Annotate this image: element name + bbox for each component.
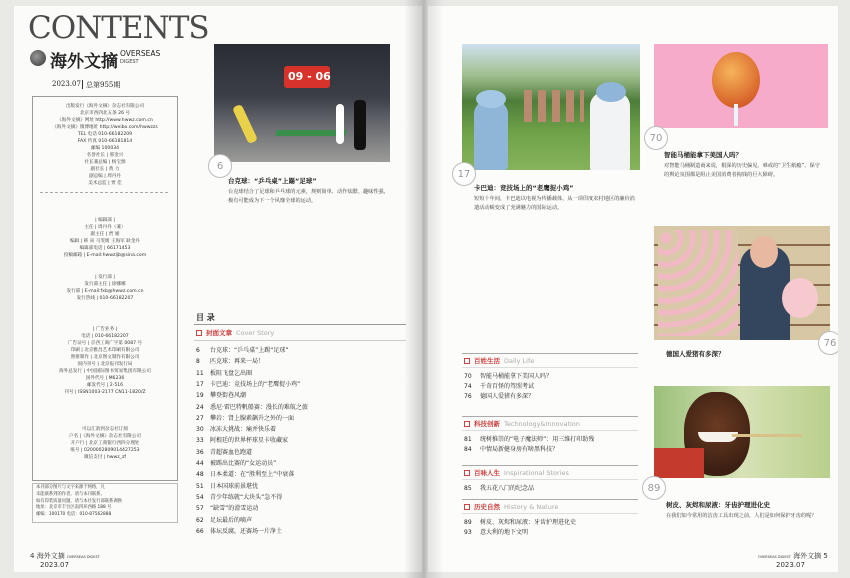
editorial-block [36,217,174,259]
toc-page-number: 74 [464,383,472,390]
page-badge-17: 17 [452,162,476,186]
toc-page-number: 85 [464,485,472,492]
editorial-line: 编辑 | 韩 寅 马雯婧 王海军 耿金丹 [69,239,141,244]
ads-line: | 广告业务 | [92,327,118,332]
footer-right-date: 2023.07 [776,561,805,569]
peach [712,52,760,108]
toc-page-number: 84 [464,446,472,453]
toc-title: 德国人爱猪有多深？ [480,393,535,400]
section-cover-story-cn: 封面文章 [206,329,232,337]
footnote-block [36,485,174,519]
toc-page-number: 44 [196,460,204,467]
section-rule [462,416,638,417]
editorial-line: | 编辑部 | [95,218,115,223]
ads-line: 国外代号 | M6236 [85,376,125,381]
toc-row[interactable] [196,503,258,512]
section-header [464,356,534,365]
credits-line: 《海外文摘》网址 http://www.hwwz.com.cn [57,118,153,123]
toc-row[interactable] [196,492,282,501]
toc-page-number: 81 [464,436,472,443]
toc-page-number: 51 [196,482,204,490]
turban-man-left [474,100,508,170]
subscription-line: 开户行 | 北京工商银行西四分理处 [70,441,140,446]
footer-right-mag: 海外文摘 [793,552,822,560]
footer-left-mag-en: OVERSEAS DIGEST [66,555,100,559]
section-rule [462,367,638,368]
toc-page-number: 62 [196,516,204,524]
section-en: Inspirational Stories [504,468,569,477]
toc-title: 悉尼·雷巴特帆船赛：漫长的难航之旅 [210,403,308,411]
toc-page-number: 19 [196,392,204,400]
footer-left [30,551,100,561]
toc-title: 统树推崇的“电子魔法师”：用三维打印助残 [480,436,595,443]
toc-rule-2 [194,340,406,341]
footnote-line: 未能联系到的作者，请与本刊联系。 [36,491,105,497]
toc-row[interactable] [464,391,534,400]
toc-row[interactable] [464,371,552,380]
toc-title: 板阻飞盘乞出圈 [210,369,253,377]
section-rule [462,465,638,466]
section-marker-icon [196,330,202,336]
credits-line: 社长兼总编 | 杨宝源 [84,160,126,165]
toc-title: “缺雪”的滑雪运动 [210,505,259,513]
old-man-face [750,236,778,268]
editorial-line: 副主任 | 贾 媛 [90,232,120,237]
toc-title: 攀登街巷风潮 [210,392,247,400]
toc-title: 体坛反腐，还赛场一片净土 [210,527,283,535]
toc-row[interactable] [196,469,294,478]
credits-line: TEL 电话 010-66182209 [77,132,133,137]
ads-line: 国内刊号 | 北京报刊发行局 [77,362,133,367]
credits-block [36,103,174,187]
section-cover-story [196,328,274,337]
toc-page-number: 57 [196,505,204,513]
credits-line: 《海外文摘》微博地址 http://weibo.com/hwwzzs [52,125,158,130]
ads-line: 邮发代号 | 2-516 [86,383,124,388]
toc-heading: 目 录 [196,313,215,322]
toc-page-number: 89 [464,519,472,526]
toc-row[interactable] [464,527,528,536]
credits-line: FAX 传真 010-66181814 [77,139,133,144]
section-marker-icon [464,421,470,427]
toc-title: 日本国球前景堪忧 [210,482,259,490]
toc-page-number: 36 [196,448,204,456]
toc-title: 中情局新健身房有啥黑科技？ [480,446,559,453]
player-3 [336,104,344,144]
toc-row[interactable] [196,458,276,467]
section-en: Technology&Innovation [504,419,580,428]
toc-page-number: 66 [196,527,204,535]
toc-title: 千奇百怪的驾照考试 [480,383,535,390]
footer-left-date: 2023.07 [40,561,69,569]
page-badge-76: 76 [818,331,838,355]
feature-17-title: 卡巴迪：竞技场上的“老鹰捉小鸡” [474,184,574,192]
distribution-block [36,274,174,302]
scoreboard-score: 09 - 06 [288,70,331,83]
toc-page-number: 6 [196,347,200,354]
footnote-line: 地址：北京市丰台区南四环西路 188 号 [36,505,112,511]
toc-row[interactable] [196,515,252,524]
distribution-line: | 发行部 | [95,275,115,280]
subscription-line: 户名 |《海外文摘》杂志社有限公司 [69,434,141,439]
toc-page-number: 11 [196,369,204,377]
feature-17-body: 短短十年间，卡巴迪以电视为传播载体，从一项印度农村地区的廉价消遣活动蜕变成了充满魅力的国际运动。 [474,196,635,211]
contents-title: CONTENTS [28,10,209,46]
editorial-line: 投稿邮箱 | E-mail:hwwzljb@sina.com [63,253,147,258]
photo-kabaddi [462,44,640,170]
toc-rule [194,324,406,325]
ads-line: 海外总发行 | 中国国际图书贸易集团有限公司 [59,369,151,374]
feature-76-title: 德国人爱猪有多深？ [666,350,725,358]
section-marker-icon [464,504,470,510]
toc-title: 阿根廷的世界杯球星卡收藏家 [210,437,289,445]
credits-line: 副总编 | 周丹丹 [88,174,122,179]
ads-line: 电话 | 010-66182207 [81,334,129,339]
shelf-toys [658,230,738,336]
section-rule [462,499,638,500]
toc-page-number: 24 [196,403,204,411]
toc-row[interactable] [196,345,288,354]
toc-row[interactable] [196,368,252,377]
toc-page-number: 33 [196,437,204,445]
toc-row[interactable] [196,447,252,456]
footnote-line: 本刊部分图片与文字来源于网络，凡 [36,485,105,490]
section-header [464,502,558,511]
toc-row[interactable] [196,379,300,388]
feature-6-body: 台克球结合了足球和乒乓球的元素，规则简单、动作炫酷、趣味性强，极有可能成为下一个风靡全球的运动。 [228,189,389,204]
credits-line: 出版发行《海外文摘》杂志社有限公司 [65,104,145,109]
divider-1 [40,192,168,193]
toc-page-number: 17 [196,380,204,388]
page-badge-6: 6 [208,154,232,178]
book-gutter-shadow [404,0,444,578]
credits-line: 北京市西四北五条 26 号 [79,111,131,116]
distribution-line: 发行部主任 | 徐娜娜 [84,282,126,287]
section-cn: 百味人生 [474,469,500,477]
subscription-block [36,426,174,461]
footer-right-page: 5 [823,552,828,560]
section-rule [462,479,638,480]
red-robe [654,448,704,478]
feature-89-body: 在我们如今常用的洁齿工具出现之前，人们是如何保护牙齿的呢？ [666,513,817,519]
toc-title: 被踢出比赛的“女运动员” [210,460,277,467]
toc-page-number: 93 [464,529,472,536]
credits-line: 副社长 | 黄 力 [90,167,120,172]
turban-left [476,90,506,108]
pink-pig-toy [782,278,818,318]
toc-page-number: 76 [464,393,472,400]
toc-title: 我五花八门的纪念品 [480,485,535,492]
subscription-line: 账号 | 0200002809014427253 [70,448,140,453]
feature-89-title: 树皮、灰烬和尿液：牙齿护理进化史 [666,501,770,509]
subscription-line: 可以汇款到杂志社订阅 [82,427,128,432]
player-1 [232,104,258,144]
section-cn: 历史自然 [474,503,500,511]
section-header [464,419,580,428]
toc-page-number: 70 [464,373,472,380]
toc-row[interactable] [464,517,576,526]
left-page [14,6,422,572]
toc-row[interactable] [196,413,294,422]
toc-row[interactable] [196,481,258,490]
toc-row[interactable] [464,434,594,443]
toc-row[interactable] [464,483,534,492]
ads-line: 刊号 | ISSN1003-2177 CN11-1820/Z [64,390,146,395]
section-marker-icon [464,358,470,364]
toc-title: 足坛最后的嘀声 [210,516,253,524]
section-cn: 百姓生活 [474,357,500,365]
photo-pig-collector [654,226,830,340]
footnote-line: 如有印装质量问题，请与本社发行部联系调换 [36,498,122,504]
toc-title: 树皮、灰烬和尿液：牙齿护理进化史 [480,519,577,526]
toc-page-number: 8 [196,358,200,366]
section-rule [462,430,638,431]
toc-page-number: 30 [196,426,204,434]
toc-row[interactable] [464,381,534,390]
distribution-line: 发行部 | E-mail:fxb@hwwz.com.cn [66,289,144,294]
subscription-line: 微信支付 | hwwz_zf [83,455,126,460]
toc-title: 智能马桶能拿下美国人吗？ [480,373,553,380]
ads-block [36,326,174,396]
toc-page-number: 48 [196,471,204,479]
photo-tooth-care [654,386,830,478]
chew-stick [732,434,802,437]
player-2 [354,100,366,150]
toc-title: 青超赛血色跑道 [210,448,253,456]
section-cn: 科技创新 [474,420,500,428]
photo-teqball [214,44,390,162]
toc-row[interactable] [196,402,308,411]
toc-title: 意大利的地下文明 [480,529,529,536]
section-marker-icon [464,470,470,476]
editorial-line: 编辑部电话 | 66171453 [79,246,131,251]
toc-title: 冰冻大挑战：痛并快乐着 [210,426,277,434]
logo-cn: 海外文摘 [50,52,118,72]
toc-title: 卡巴迪：竞技场上的“老鹰捉小鸡” [210,380,301,388]
page-badge-89: 89 [642,476,666,500]
credits-line: 邮编 100034 [90,146,120,151]
logo-en-1: OVERSEAS [120,49,161,58]
logo-en-2: DIGEST [120,59,139,65]
footer-right [758,551,828,561]
footnote-line: 邮编：100170 电话：010-87562888 [36,512,112,518]
credits-line: 名誉社长 | 邢金兴 [86,153,124,158]
section-cover-story-en: Cover Story [236,328,275,337]
ads-line: 印刷 | 北京雅昌艺术印刷有限公司 [70,348,140,353]
issue-divider [82,80,83,89]
globe-logo-icon [30,50,46,66]
feature-6-title: 台克球：“乒乓桌”上踢“足球” [228,177,317,185]
toc-row[interactable] [196,356,264,365]
toc-row[interactable] [196,526,282,535]
toc-row[interactable] [196,424,276,433]
water-jet [734,104,738,126]
turban-man-right [590,92,630,170]
section-en: Daily Life [504,356,535,365]
toc-row[interactable] [196,435,288,444]
footer-left-mag: 海外文摘 [36,552,65,560]
page-badge-70: 70 [644,126,668,150]
turban-right [596,82,626,102]
toc-title: 匹克球：再来一局！ [210,358,265,366]
credits-line: 美术总监 | 贾 佳 [88,181,122,186]
toc-row[interactable] [464,444,558,453]
photo-smart-toilet [654,44,828,128]
distribution-line: 发行热线 | 010-66182207 [76,296,134,301]
toc-title: 日本柔道：在“胜利至上”中衰落 [210,471,295,479]
toc-title: 台克球：“乒乓桌”上踢“足球” [210,347,289,354]
footer-left-page: 4 [30,552,35,560]
section-rule [462,353,638,354]
section-rule [462,513,638,514]
ads-line: 照排制作 | 北京图文制作有限公司 [70,355,140,360]
issue-year: 2023.07 [52,80,81,88]
editorial-line: 主任 | 周丹丹（兼） [84,225,126,230]
section-en: History & Nature [504,502,559,511]
section-header [464,468,569,477]
toc-title: 青少年练就“大块头”急不得 [210,493,283,501]
players [524,90,584,122]
issue-number: 总第955期 [86,81,121,89]
toc-title: 攀岩：肾上腺素飙升之外的一面 [210,414,295,422]
feature-70-body: 对智能马桶制造商来说，根深的历史偏见、难戒的“卫生纸瘾”、保守的舆论氛围都是阻止美国消费者掏钱的巨大障碍。 [664,163,820,178]
toc-row[interactable] [196,390,246,399]
toc-page-number: 54 [196,493,204,501]
ads-line: 广告证号 | 京西工商广字第 0087 号 [67,341,143,346]
right-page [428,6,838,572]
footer-right-mag-en: OVERSEAS DIGEST [758,555,791,559]
toc-page-number: 27 [196,414,204,422]
feature-70-title: 智能马桶能拿下美国人吗？ [664,151,742,159]
